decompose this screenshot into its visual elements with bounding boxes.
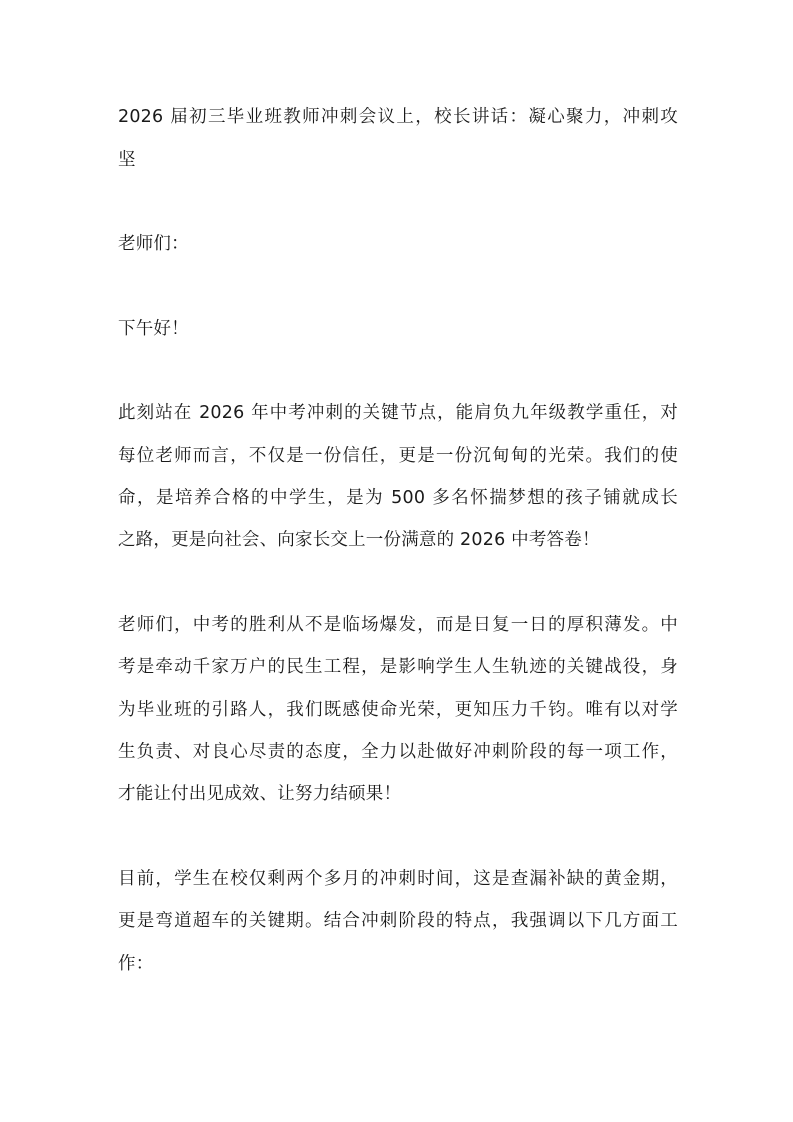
paragraph-1-line-2: 每位老师而言，不仅是一份信任，更是一份沉甸甸的光荣。我们的使	[118, 446, 678, 466]
paragraph-3-line-3: 作：	[118, 954, 154, 974]
paragraph-1-line-1: 此刻站在 2026 年中考冲刺的关键节点，能肩负九年级教学重任，对	[118, 403, 678, 423]
paragraph-2-line-5: 才能让付出见成效、让努力结硕果！	[118, 784, 402, 804]
document-title-line-2: 坚	[118, 150, 136, 170]
salutation: 老师们：	[118, 234, 189, 254]
paragraph-3-line-1: 目前，学生在校仅剩两个多月的冲刺时间，这是查漏补缺的黄金期，	[118, 869, 678, 889]
document-title-line-1: 2026 届初三毕业班教师冲刺会议上，校长讲话：凝心聚力，冲刺攻	[118, 107, 678, 127]
greeting: 下午好！	[118, 319, 189, 339]
paragraph-3-line-2: 更是弯道超车的关键期。结合冲刺阶段的特点，我强调以下几方面工	[118, 911, 678, 931]
paragraph-1-line-4: 之路，更是向社会、向家长交上一份满意的 2026 中考答卷！	[118, 530, 600, 550]
paragraph-2-line-2: 考是牵动千家万户的民生工程，是影响学生人生轨迹的关键战役，身	[118, 657, 678, 677]
paragraph-2-line-1: 老师们，中考的胜利从不是临场爆发，而是日复一日的厚积薄发。中	[118, 615, 678, 635]
paragraph-2-line-4: 生负责、对良心尽责的态度，全力以赴做好冲刺阶段的每一项工作，	[118, 742, 678, 762]
paragraph-2-line-3: 为毕业班的引路人，我们既感使命光荣，更知压力千钧。唯有以对学	[118, 700, 678, 720]
paragraph-1-line-3: 命，是培养合格的中学生，是为 500 多名怀揣梦想的孩子铺就成长	[118, 488, 678, 508]
